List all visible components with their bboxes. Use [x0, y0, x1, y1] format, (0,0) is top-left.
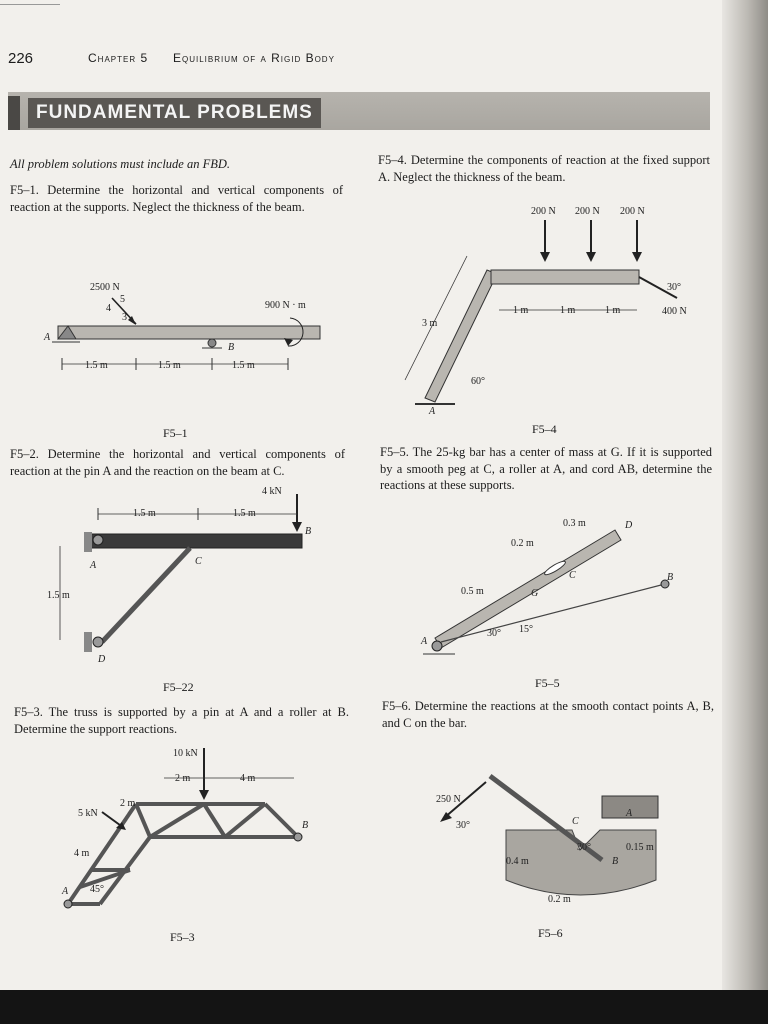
angle-label-2: 15°: [519, 624, 533, 635]
figure-f5-3: [40, 742, 320, 922]
fbd-note: All problem solutions must include an FBD.: [10, 157, 231, 171]
wall-d: [84, 632, 92, 652]
angle-label-1: 30°: [456, 820, 470, 831]
scan-top-line: [0, 4, 60, 5]
label-a: A: [90, 560, 97, 571]
inclined-member: [425, 270, 497, 402]
section-title: FUNDAMENTAL PROBLEMS: [28, 98, 321, 128]
arrow-head: [586, 252, 596, 262]
horizontal-beam: [90, 534, 302, 548]
dim-label-3: 1.5 m: [232, 360, 255, 371]
wall-a: [84, 532, 92, 552]
dim-label-1: 1.5 m: [85, 360, 108, 371]
dim-label-1: 1 m: [513, 305, 529, 316]
page-binding-shadow: [722, 0, 768, 990]
dim-label-1: 0.3 m: [563, 518, 586, 529]
dim-label-1: 0.15 m: [626, 842, 654, 853]
label-b: B: [612, 856, 619, 867]
caption-f5-4: F5–4: [532, 422, 557, 436]
problem-statement: Determine the horizontal and vertical components of reaction at the pin A and the reaction on the beam at C.: [10, 447, 345, 478]
arrow-head: [632, 252, 642, 262]
dim-label-2: 1.5 m: [158, 360, 181, 371]
chapter-label: Chapter 5: [88, 51, 149, 65]
problem-f5-3-text: [14, 704, 349, 737]
force-label-5kn: 5 kN: [78, 808, 98, 819]
base-angle-label: 60°: [471, 376, 485, 387]
pin-a: [64, 900, 72, 908]
problem-statement: Determine the reactions at the smooth contact points A, B, and C on the bar.: [382, 699, 714, 730]
problem-statement: The truss is supported by a pin at A and a roller at B. Determine the support reactions.: [14, 705, 349, 736]
label-a: A: [429, 406, 436, 417]
height-label: 4 m: [74, 848, 90, 859]
label-a: A: [421, 636, 428, 647]
force-label-4: 400 N: [662, 306, 687, 317]
arrow-head: [540, 252, 550, 262]
pin-d: [93, 637, 103, 647]
page-number: 226: [8, 50, 34, 67]
dim-label-2: 4 m: [240, 773, 256, 784]
banner-marker: [8, 96, 20, 130]
moment-label: 900 N · m: [265, 300, 306, 311]
chapter-title: Equilibrium of a Rigid Body: [173, 51, 335, 65]
problem-id: F5–4.: [378, 153, 407, 167]
force-label: 4 kN: [262, 486, 282, 497]
problem-f5-2-text: [10, 446, 345, 479]
roller-support-b: [208, 339, 216, 347]
force-label-3: 200 N: [620, 206, 645, 217]
support-label-a: A: [44, 332, 51, 343]
label-c: C: [572, 816, 579, 827]
caption-f5-6: F5–6: [538, 926, 563, 940]
problem-statement: Determine the components of reaction at the fixed support A. Neglect the thickness of the beam.: [378, 153, 711, 184]
figure-f5-6: [430, 760, 690, 920]
dim-label-2: 0.4 m: [506, 856, 529, 867]
caption-f5-2: F5–22: [163, 680, 194, 694]
dim-label-2: 1 m: [560, 305, 576, 316]
figure-f5-4: [395, 200, 705, 420]
force-label: 2500 N: [90, 282, 120, 293]
roller-b: [294, 833, 302, 841]
caption-f5-3: F5–3: [170, 930, 195, 944]
label-d: D: [625, 520, 633, 531]
problem-id: F5–5.: [380, 445, 409, 459]
problem-id: F5–1.: [10, 183, 39, 197]
label-b: B: [667, 572, 674, 583]
arrow-head: [199, 790, 209, 800]
problem-f5-6-text: [382, 698, 714, 731]
strut-cd: [102, 548, 190, 642]
problem-id: F5–3.: [14, 705, 43, 719]
figure-f5-1: [40, 280, 340, 380]
dim-label-3: 0.2 m: [548, 894, 571, 905]
dim-label-3: 1 m: [605, 305, 621, 316]
beam: [58, 326, 320, 339]
label-d: D: [98, 654, 106, 665]
angle-label: 30°: [667, 282, 681, 293]
problem-statement: Determine the horizontal and vertical components of reaction at the supports. Neglect the thickness of the beam.: [10, 183, 344, 214]
height-label: 1.5 m: [47, 590, 70, 601]
dim-label-3: 0.5 m: [461, 586, 484, 597]
dim-label-1: 1.5 m: [133, 508, 156, 519]
arrow-head: [292, 522, 302, 532]
label-c: C: [195, 556, 202, 567]
roller-a: [432, 641, 442, 651]
caption-f5-5: F5–5: [535, 676, 560, 690]
dim-label-2: 1.5 m: [233, 508, 256, 519]
force-label-2: 200 N: [575, 206, 600, 217]
slope-label-4: 4: [106, 303, 111, 314]
label-a: A: [62, 886, 69, 897]
support-label-b: B: [228, 342, 235, 353]
dim-label-3: 2 m: [120, 798, 136, 809]
slope-label-3: 3: [122, 312, 127, 323]
problem-f5-1-text: [10, 182, 343, 215]
horizontal-member: [491, 270, 639, 284]
angle-label: 45°: [90, 884, 104, 895]
problem-f5-4-text: [378, 152, 710, 185]
slope-label-5: 5: [120, 294, 125, 305]
dim-label-1: 2 m: [175, 773, 191, 784]
caption-f5-1: F5–1: [163, 426, 188, 440]
length-label: 3 m: [422, 318, 438, 329]
label-a: A: [626, 808, 633, 819]
angle-label-1: 30°: [487, 628, 501, 639]
pin-a: [93, 535, 103, 545]
label-b: B: [305, 526, 312, 537]
dim-label-2: 0.2 m: [511, 538, 534, 549]
force-label: 250 N: [436, 794, 461, 805]
label-c: C: [569, 570, 576, 581]
scan-bottom-border: [0, 990, 768, 1024]
force-label-10kn: 10 kN: [173, 748, 198, 759]
figure-f5-5: [415, 508, 695, 668]
problem-statement: The 25-kg bar has a center of mass at G. If it is supported by a smooth peg at C, a roller at A, and cord AB, determine the reactions at these supports.: [380, 445, 712, 492]
problem-id: F5–2.: [10, 447, 39, 461]
label-b: B: [302, 820, 309, 831]
problem-f5-5-text: [380, 444, 712, 494]
force-label-1: 200 N: [531, 206, 556, 217]
label-g: G: [531, 588, 539, 599]
angle-label-2: 30°: [577, 842, 591, 853]
figure-f5-2: [40, 482, 330, 672]
problem-id: F5–6.: [382, 699, 411, 713]
